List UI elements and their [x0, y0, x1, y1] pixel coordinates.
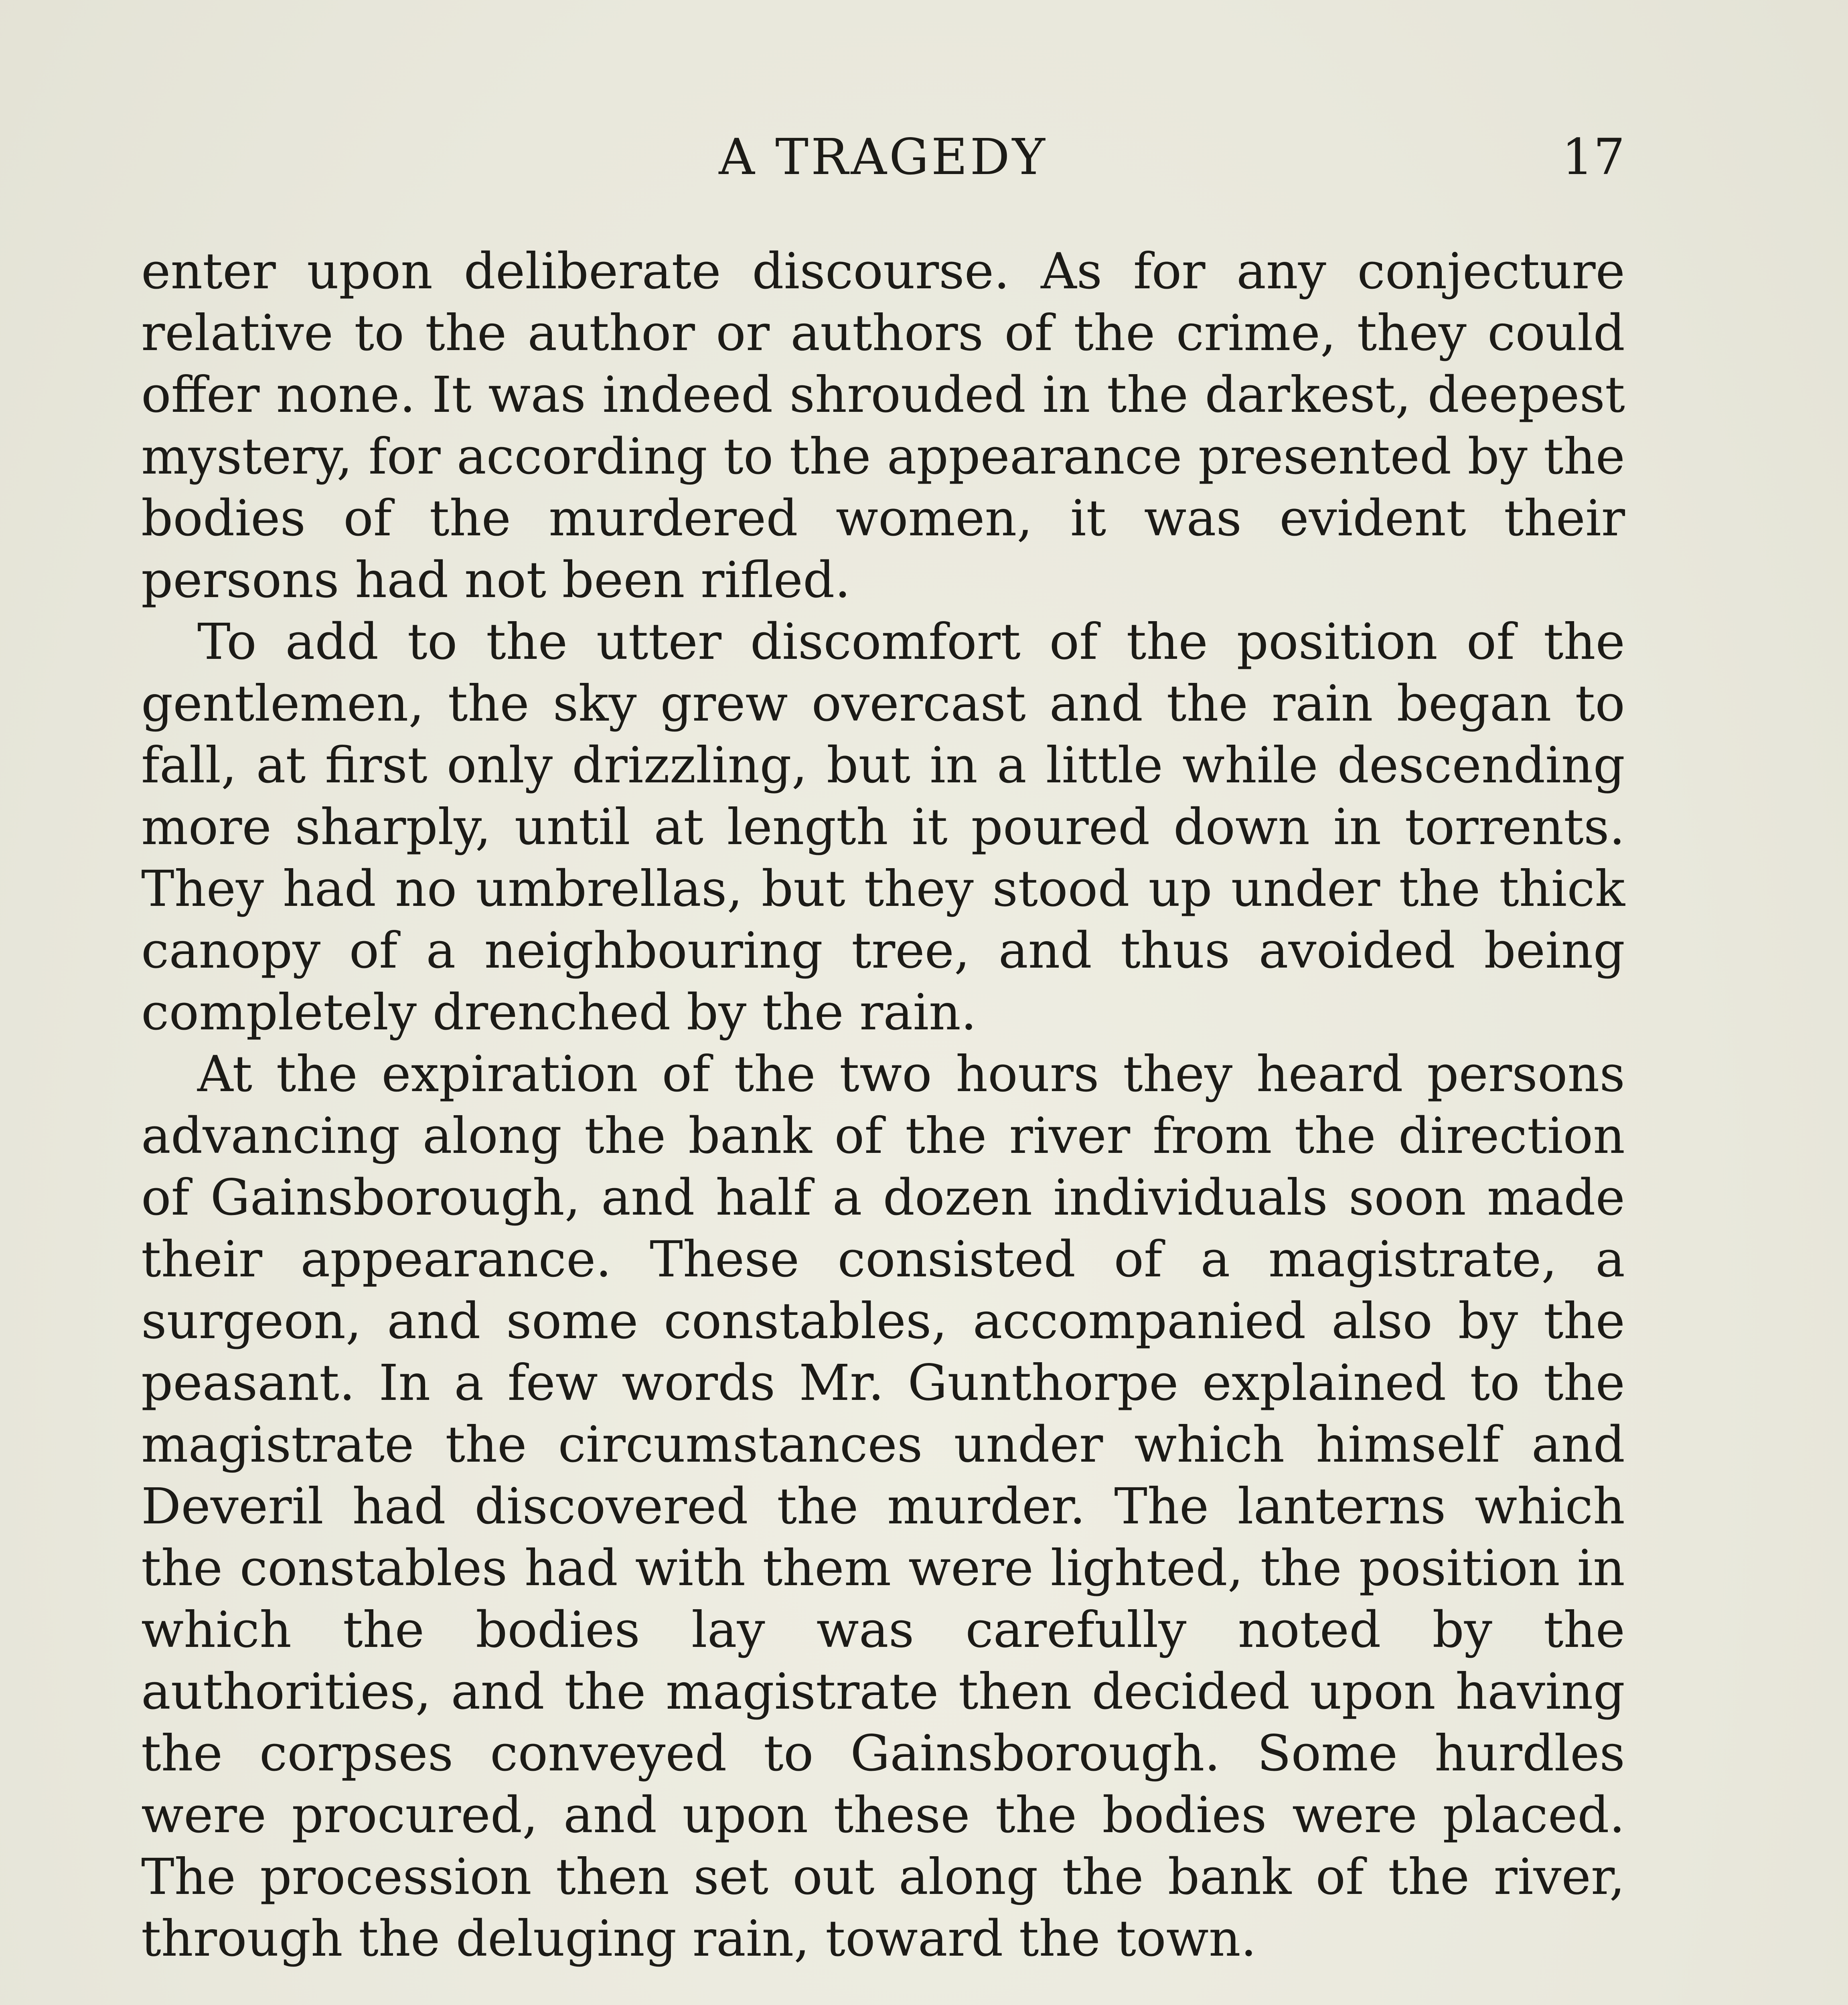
paragraph: To add to the utter discomfort of the position of the gentlemen, the sky grew overcast and the rain began to fall, at first only drizzling, but in a little while descending more sharply, until at length it poured down in torrents. They had no umbrellas, but they stood up under the thick canopy of a neighbouring tree, and thus avoided being completely drenched by the rain.	[141, 613, 1625, 1041]
page-header	[141, 125, 1625, 189]
paragraph: At the expiration of the two hours they heard persons advancing along the bank of the river from the direction of Gainsborough, and half a dozen individuals soon made their appearance. These consisted of a magistrate, a surgeon, and some constables, accompanied also by the peasant. In a few words Mr. Gunthorpe explained to the magistrate the circumstances under which himself and Deveril had discovered the murder. The lanterns which the constables had with them were lighted, the position in which the bodies lay was carefully noted by the authorities, and the magistrate then decided upon having the corpses conveyed to Gainsborough. Some hurdles were procured, and upon these the bodies were placed. The procession then set out along the bank of the river, through the deluging rain, toward the town.	[141, 1045, 1625, 1968]
page-number: 17	[1562, 128, 1625, 186]
paragraph-continued: enter upon deliberate discourse. As for any conjecture relative to the author or authors of the crime, they could offer none. It was indeed shrouded in the darkest, deepest mystery, for according to the appearance presented by the bodies of the murdered women, it was evident their persons had not been rifled.	[141, 243, 1625, 609]
body-text	[141, 241, 1625, 1970]
running-title: A TRAGEDY	[719, 128, 1048, 186]
